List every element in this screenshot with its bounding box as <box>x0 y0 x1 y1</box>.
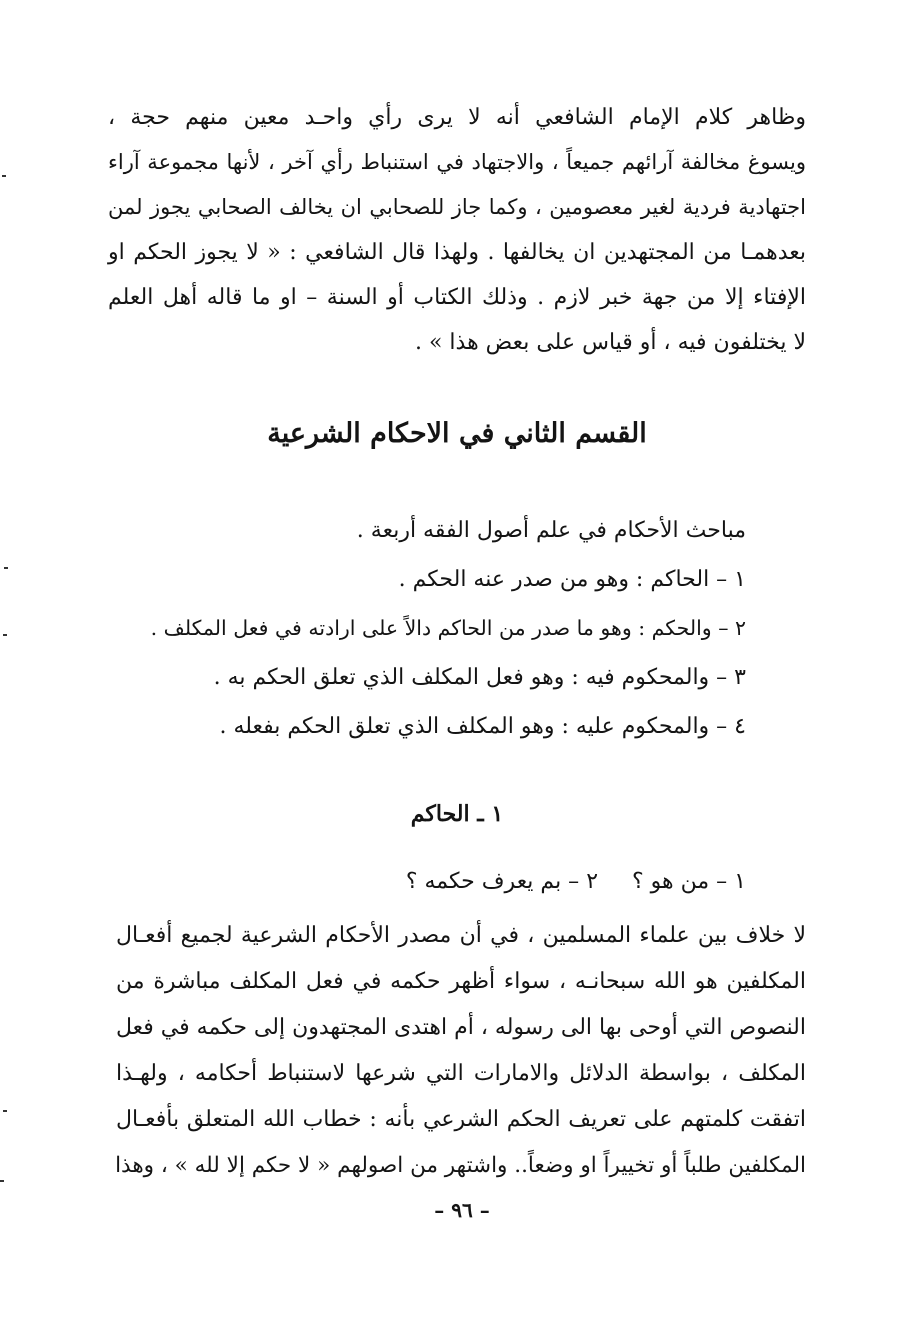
intro-line: بعدهمـا من المجتهدين ان يخالفها . ولهذا قال الشافعي : « لا يجوز الحكم او <box>108 240 806 265</box>
question-2: ٢ – بم يعرف حكمه ؟ <box>405 869 599 894</box>
scan-speck <box>0 1180 4 1182</box>
question-1: ١ – من هو ؟ <box>632 869 746 894</box>
intro-line: ويسوغ مخالفة آرائهم جميعاً ، والاجتهاد في استنباط رأي آخر ، لأنها مجموعة آراء <box>108 150 806 174</box>
intro-line: اجتهادية فردية لغير معصومين ، وكما جاز للصحابي ان يخالف الصحابي يجوز لمن <box>108 195 806 219</box>
scan-speck <box>3 634 7 636</box>
body-line: لا خلاف بين علماء المسلمين ، في أن مصدر الأحكام الشرعية لجميع أفعـال <box>116 923 806 948</box>
topic-item: ٤ – والمحكوم عليه : وهو المكلف الذي تعلق الحكم بفعله . <box>219 714 746 739</box>
section-title: القسم الثاني في الاحكام الشرعية <box>267 418 647 449</box>
body-line: المكلفين هو الله سبحانـه ، سواء أظهر حكمه في فعل المكلف مباشرة من <box>116 969 806 994</box>
body-line: اتفقت كلمتهم على تعريف الحكم الشرعي بأنه : خطاب الله المتعلق بأفعـال <box>116 1107 806 1132</box>
topic-item: ٣ – والمحكوم فيه : وهو فعل المكلف الذي تعلق الحكم به . <box>213 665 746 690</box>
body-paragraph <box>116 913 806 1189</box>
topics-intro-line: مباحث الأحكام في علم أصول الفقه أربعة . <box>356 518 746 543</box>
intro-line: وظاهر كلام الإمام الشافعي أنه لا يرى رأي واحـد معين منهم حجة ، <box>108 105 806 130</box>
subsection-title: ١ ـ الحاكم <box>410 801 504 827</box>
body-line: النصوص التي أوحى بها الى رسوله ، أم اهتدى المجتهدون إلى حكمه في فعل <box>116 1015 806 1040</box>
scan-speck <box>3 1110 7 1112</box>
intro-line: الإفتاء إلا من جهة خبر لازم . وذلك الكتاب أو السنة – او ما قاله أهل العلم <box>108 285 806 310</box>
page-number: – ٩٦ – <box>434 1198 490 1222</box>
topics-list <box>140 506 746 751</box>
scan-speck <box>4 567 8 569</box>
topic-item: ٢ – والحكم : وهو ما صدر من الحاكم دالاً على ارادته في فعل المكلف . <box>150 616 746 640</box>
body-line: المكلفين طلباً أو تخييراً او وضعاً.. واشتهر من اصولهم « لا حكم إلا لله » ، وهذا <box>115 1153 806 1178</box>
body-line: المكلف ، بواسطة الدلائل والامارات التي شرعها لاستنباط أحكامه ، ولهـذا <box>116 1061 806 1086</box>
scan-speck <box>2 175 6 177</box>
questions-line <box>300 859 746 904</box>
intro-line: لا يختلفون فيه ، أو قياس على بعض هذا » . <box>414 330 806 355</box>
topic-item: ١ – الحاكم : وهو من صدر عنه الحكم . <box>398 567 746 592</box>
intro-paragraph <box>108 95 806 365</box>
